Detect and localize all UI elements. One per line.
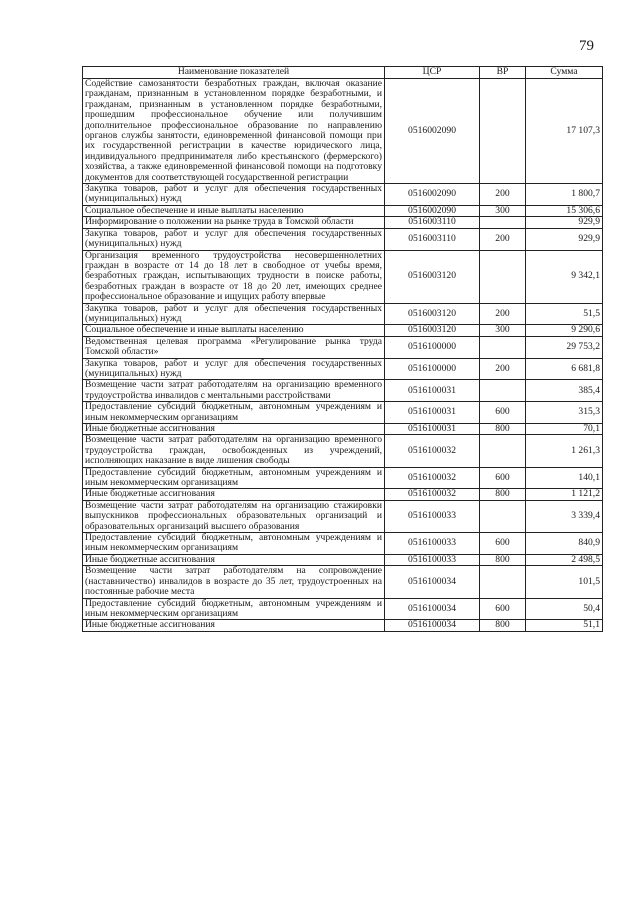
row-sum-cell: 6 681,8 xyxy=(526,358,603,380)
row-name-cell: Возмещение части затрат работодателям на сопровождение (наставничество) инвалидов в возрасте до 35 лет, трудоустроенных на постоянные рабочие места xyxy=(83,566,385,598)
row-name-cell: Содействие самозанятости безработных граждан, включая оказание гражданам, признанным в установленном порядке безработными, и гражданам, признанным в установленном порядке безработными, прошедшим профессиональное обучение или получившим дополнительное профессиональное образование по направлению органов службы занятости, единовременной финансовой помощи при их государственной регистрации в качестве юридического лица, индивидуального предпринимателя либо крестьянского (фермерского) хозяйства, а также единовременной финансовой помощи на подготовку документов для соответствующей государственной регистрации xyxy=(83,79,385,184)
row-csr-cell: 0516100033 xyxy=(385,533,480,555)
row-vr-cell xyxy=(480,79,526,184)
row-sum-cell: 9 290,6 xyxy=(526,325,603,336)
row-name-cell: Предоставление субсидий бюджетным, автономным учреждениям и иным некоммерческим организациям xyxy=(83,533,385,555)
row-sum-cell: 29 753,2 xyxy=(526,336,603,358)
row-vr-cell: 600 xyxy=(480,467,526,489)
row-csr-cell: 0516003120 xyxy=(385,325,480,336)
table-row xyxy=(83,500,603,532)
row-vr-cell: 200 xyxy=(480,184,526,206)
row-vr-cell xyxy=(480,566,526,598)
table-row xyxy=(83,184,603,206)
row-name-cell: Иные бюджетные ассигнования xyxy=(83,620,385,631)
row-name-cell: Информирование о положении на рынке труда в Томской области xyxy=(83,217,385,228)
row-sum-cell: 3 339,4 xyxy=(526,500,603,532)
row-csr-cell: 0516100032 xyxy=(385,435,480,467)
row-name-cell: Иные бюджетные ассигнования xyxy=(83,489,385,500)
row-vr-cell xyxy=(480,500,526,532)
row-vr-cell: 800 xyxy=(480,489,526,500)
row-sum-cell: 1 261,3 xyxy=(526,435,603,467)
table-row xyxy=(83,467,603,489)
row-csr-cell: 0516003110 xyxy=(385,228,480,250)
row-name-cell: Иные бюджетные ассигнования xyxy=(83,554,385,565)
header-csr: ЦСР xyxy=(385,67,480,79)
row-csr-cell: 0516002090 xyxy=(385,205,480,216)
budget-table xyxy=(82,66,603,632)
row-vr-cell: 800 xyxy=(480,620,526,631)
row-csr-cell: 0516003120 xyxy=(385,303,480,325)
row-csr-cell: 0516100032 xyxy=(385,467,480,489)
row-vr-cell: 300 xyxy=(480,325,526,336)
header-name: Наименование показателей xyxy=(83,67,385,79)
row-name-cell: Иные бюджетные ассигнования xyxy=(83,424,385,435)
row-csr-cell: 0516100000 xyxy=(385,358,480,380)
row-csr-cell: 0516100034 xyxy=(385,598,480,620)
row-sum-cell: 70,1 xyxy=(526,424,603,435)
row-csr-cell: 0516100033 xyxy=(385,500,480,532)
table-row xyxy=(83,250,603,303)
row-vr-cell xyxy=(480,380,526,402)
table-header-row xyxy=(83,67,603,79)
row-csr-cell: 0516002090 xyxy=(385,184,480,206)
row-name-cell: Закупка товаров, работ и услуг для обеспечения государственных (муниципальных) нужд xyxy=(83,184,385,206)
row-vr-cell: 200 xyxy=(480,228,526,250)
table-row xyxy=(83,424,603,435)
table-row xyxy=(83,358,603,380)
table-row xyxy=(83,303,603,325)
header-vr: ВР xyxy=(480,67,526,79)
table-row xyxy=(83,228,603,250)
table-row xyxy=(83,380,603,402)
row-vr-cell: 600 xyxy=(480,402,526,424)
header-sum: Сумма xyxy=(526,67,603,79)
row-sum-cell: 2 498,5 xyxy=(526,554,603,565)
table-row xyxy=(83,598,603,620)
row-vr-cell: 800 xyxy=(480,424,526,435)
row-vr-cell: 300 xyxy=(480,205,526,216)
table-row xyxy=(83,554,603,565)
table-row xyxy=(83,79,603,184)
row-sum-cell: 17 107,3 xyxy=(526,79,603,184)
row-vr-cell: 600 xyxy=(480,533,526,555)
row-sum-cell: 385,4 xyxy=(526,380,603,402)
row-name-cell: Социальное обеспечение и иные выплаты населению xyxy=(83,205,385,216)
row-vr-cell: 800 xyxy=(480,554,526,565)
table-row xyxy=(83,325,603,336)
row-sum-cell: 51,1 xyxy=(526,620,603,631)
row-name-cell: Возмещение части затрат работодателям на организацию временного трудоустройства инвалидов с ментальными расстройствами xyxy=(83,380,385,402)
table-row xyxy=(83,566,603,598)
row-csr-cell: 0516100031 xyxy=(385,402,480,424)
table-body xyxy=(83,79,603,632)
table-row xyxy=(83,336,603,358)
row-sum-cell: 140,1 xyxy=(526,467,603,489)
row-name-cell: Закупка товаров, работ и услуг для обеспечения государственных (муниципальных) нужд xyxy=(83,228,385,250)
row-csr-cell: 0516100031 xyxy=(385,424,480,435)
table-row xyxy=(83,620,603,631)
row-sum-cell: 51,5 xyxy=(526,303,603,325)
row-name-cell: Предоставление субсидий бюджетным, автономным учреждениям и иным некоммерческим организациям xyxy=(83,467,385,489)
row-vr-cell: 200 xyxy=(480,358,526,380)
row-sum-cell: 315,3 xyxy=(526,402,603,424)
row-sum-cell: 9 342,1 xyxy=(526,250,603,303)
row-name-cell: Организация временного трудоустройства несовершеннолетних граждан в возрасте от 14 до 18 лет в свободное от учебы время, безработных граждан, испытывающих трудности в поиске работы, безработных граждан в возрасте от 18 до 20 лет, имеющих среднее профессиональное образование и ищущих работу впервые xyxy=(83,250,385,303)
row-csr-cell: 0516002090 xyxy=(385,79,480,184)
row-csr-cell: 0516003110 xyxy=(385,217,480,228)
row-sum-cell: 101,5 xyxy=(526,566,603,598)
row-name-cell: Предоставление субсидий бюджетным, автономным учреждениям и иным некоммерческим организациям xyxy=(83,402,385,424)
row-csr-cell: 0516100034 xyxy=(385,566,480,598)
row-sum-cell: 1 121,2 xyxy=(526,489,603,500)
row-csr-cell: 0516100000 xyxy=(385,336,480,358)
row-name-cell: Предоставление субсидий бюджетным, автономным учреждениям и иным некоммерческим организациям xyxy=(83,598,385,620)
row-name-cell: Закупка товаров, работ и услуг для обеспечения государственных (муниципальных) нужд xyxy=(83,303,385,325)
row-name-cell: Возмещение части затрат работодателям на организацию временного трудоустройства граждан, освобожденных из учреждений, исполняющих наказание в виде лишения свободы xyxy=(83,435,385,467)
row-csr-cell: 0516100031 xyxy=(385,380,480,402)
row-sum-cell: 840,9 xyxy=(526,533,603,555)
row-sum-cell: 1 800,7 xyxy=(526,184,603,206)
row-vr-cell xyxy=(480,217,526,228)
table-row xyxy=(83,435,603,467)
row-vr-cell xyxy=(480,250,526,303)
row-name-cell: Ведомственная целевая программа «Регулирование рынка труда Томской области» xyxy=(83,336,385,358)
table-row xyxy=(83,402,603,424)
page-number: 79 xyxy=(579,38,594,54)
row-vr-cell: 200 xyxy=(480,303,526,325)
row-name-cell: Возмещение части затрат работодателям на организацию стажировки выпускников профессиональных образовательных организаций и образовательных организаций высшего образования xyxy=(83,500,385,532)
row-csr-cell: 0516003120 xyxy=(385,250,480,303)
row-vr-cell xyxy=(480,435,526,467)
row-name-cell: Социальное обеспечение и иные выплаты населению xyxy=(83,325,385,336)
table-row xyxy=(83,533,603,555)
row-sum-cell: 929,9 xyxy=(526,217,603,228)
row-sum-cell: 15 306,6 xyxy=(526,205,603,216)
row-vr-cell: 600 xyxy=(480,598,526,620)
table-row xyxy=(83,489,603,500)
table-row xyxy=(83,217,603,228)
row-csr-cell: 0516100033 xyxy=(385,554,480,565)
row-sum-cell: 929,9 xyxy=(526,228,603,250)
row-csr-cell: 0516100032 xyxy=(385,489,480,500)
row-csr-cell: 0516100034 xyxy=(385,620,480,631)
row-vr-cell xyxy=(480,336,526,358)
row-sum-cell: 50,4 xyxy=(526,598,603,620)
table-row xyxy=(83,205,603,216)
row-name-cell: Закупка товаров, работ и услуг для обеспечения государственных (муниципальных) нужд xyxy=(83,358,385,380)
